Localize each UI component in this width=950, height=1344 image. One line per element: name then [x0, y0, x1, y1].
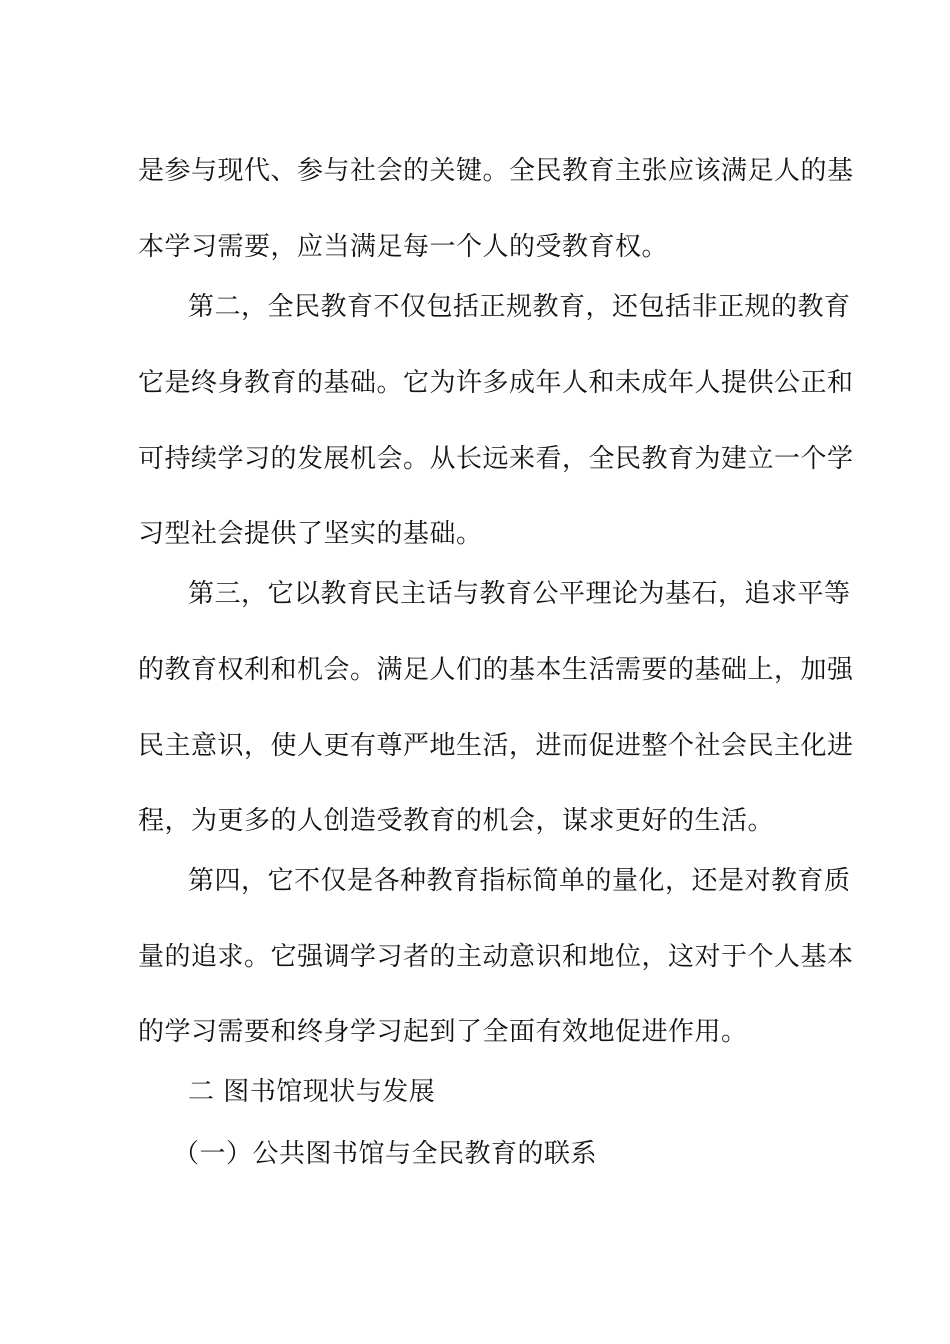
text-line: 民主意识，使人更有尊严地生活，进而促进整个社会民主化进	[138, 731, 854, 761]
text-line: 量的追求。它强调学习者的主动意识和地位，这对于个人基本	[138, 942, 854, 972]
text-line: 它是终身教育的基础。它为许多成年人和未成年人提供公正和	[138, 368, 854, 398]
text-line: 的教育权利和机会。满足人们的基本生活需要的基础上，加强	[138, 655, 854, 685]
text-line: 程，为更多的人创造受教育的机会，谋求更好的生活。	[138, 806, 775, 836]
paragraph-start-line: 第三，它以教育民主话与教育公平理论为基石，追求平等	[188, 579, 851, 609]
text-line: 是参与现代、参与社会的关键。全民教育主张应该满足人的基	[138, 156, 854, 186]
section-heading: 二 图书馆现状与发展	[188, 1077, 436, 1107]
text-line: 本学习需要，应当满足每一个人的受教育权。	[138, 232, 669, 262]
paragraph-start-line: 第二，全民教育不仅包括正规教育，还包括非正规的教育	[188, 292, 851, 322]
text-line: 习型社会提供了坚实的基础。	[138, 519, 483, 549]
text-line: 可持续学习的发展机会。从长远来看，全民教育为建立一个学	[138, 444, 854, 474]
subsection-heading: （一）公共图书馆与全民教育的联系	[173, 1139, 598, 1169]
paragraph-start-line: 第四，它不仅是各种教育指标简单的量化，还是对教育质	[188, 866, 851, 896]
text-line: 的学习需要和终身学习起到了全面有效地促进作用。	[138, 1017, 748, 1047]
